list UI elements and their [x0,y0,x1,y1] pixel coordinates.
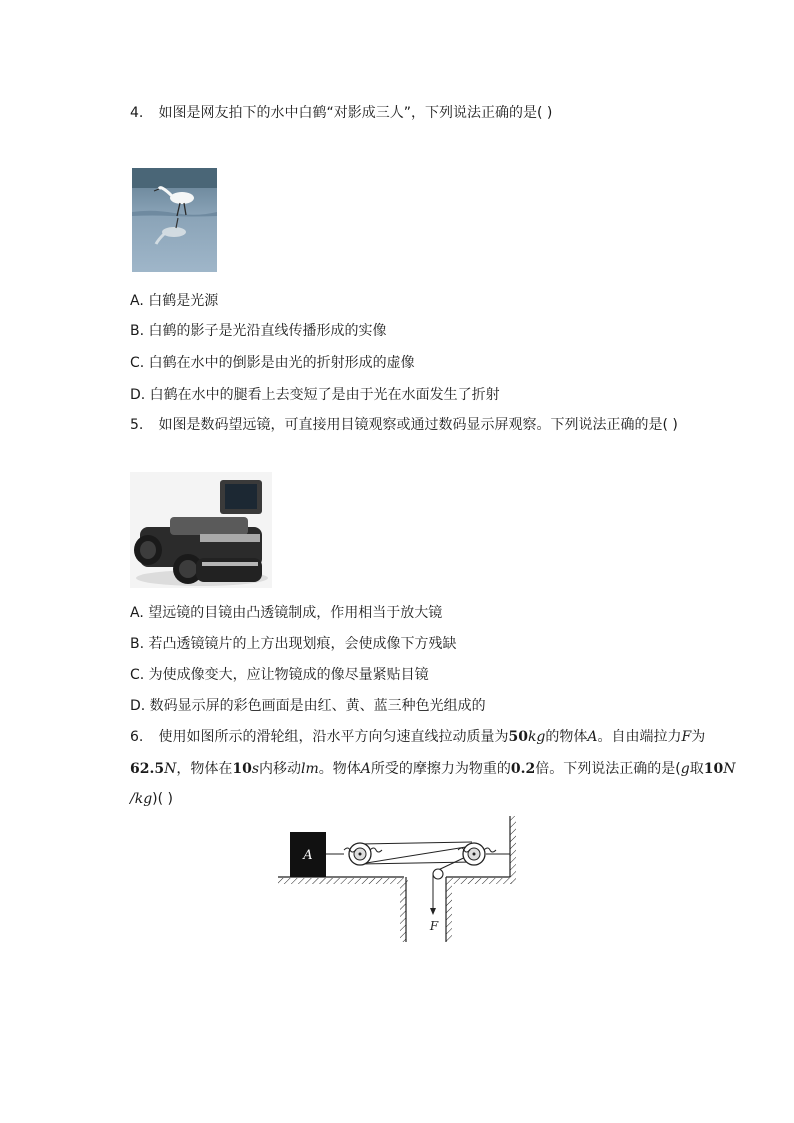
q4-option-b: B. 白鹤的影子是光沿直线传播形成的实像 [130,323,387,339]
q6-text: 内移动 [259,761,302,777]
q4-number: 4. [130,105,144,121]
q6-text: 。物体 [318,761,361,777]
q6-answer-bracket: )( ) [152,791,174,807]
q5-number: 5. [130,417,144,433]
q6-object-symbol: A [360,761,371,777]
q6-text: 的物体 [545,729,588,745]
q6-force-symbol: F [681,729,692,745]
q6-text: ，物体在 [176,761,233,777]
q6-stem-line-2 [130,760,735,778]
q6-text: 为 [691,729,706,745]
q6-mass: 50 [508,729,528,745]
q6-text: 倍。下列说法正确的是( [535,761,681,777]
digital-telescope-photo [130,472,272,588]
q5-option-c: C. 为使成像变大，应让物镜成的像尽量紧贴目镜 [130,667,429,683]
q6-g-unit: N [723,761,736,777]
q6-text: 所受的摩擦力为物重的 [370,761,511,777]
q6-stem-line-3 [130,790,173,808]
q4-stem: 如图是网友拍下的水中白鹤“对影成三人”，下列说法正确的是( ) [158,105,553,121]
q6-text: 取 [689,761,704,777]
q4-option-c: C. 白鹤在水中的倒影是由光的折射形成的虚像 [130,355,415,371]
q5-stem-line [130,416,678,434]
egret-photo [132,168,217,272]
q5-option-a: A. 望远镜的目镜由凸透镜制成，作用相当于放大镜 [130,605,443,621]
q6-g-symbol: g [680,761,690,777]
q6-stem-line-1 [130,728,705,746]
q5-option-b: B. 若凸透镜镜片的上方出现划痕，会使成像下方残缺 [130,636,457,652]
q6-g-unit-rest: /kg [130,791,153,807]
q6-force-value: 62.5 [130,761,165,777]
q4-option-d: D. 白鹤在水中的腿看上去变短了是由于光在水面发生了折射 [130,387,500,403]
diagram-block-label: A [303,848,313,863]
q6-time-value: 10 [232,761,252,777]
q6-mass-unit: kg [527,729,546,745]
q6-force-unit: N [164,761,177,777]
q6-object-symbol: A [587,729,598,745]
q5-stem: 如图是数码望远镜，可直接用目镜观察或通过数码显示屏观察。下列说法正确的是( ) [158,417,678,433]
q6-ratio: 0.2 [510,761,536,777]
q6-text: 。自由端拉力 [597,729,682,745]
q5-option-d: D. 数码显示屏的彩色画面是由红、黄、蓝三种色光组成的 [130,698,486,714]
q4-stem-line [130,104,552,122]
diagram-force-label: F [429,919,439,933]
pulley-system-diagram [276,814,516,946]
q4-option-a: A. 白鹤是光源 [130,293,219,309]
q6-g-value: 10 [703,761,724,777]
q6-number: 6. [130,729,144,745]
q6-time-unit: s [251,761,260,777]
q6-distance: lm [301,761,319,777]
q6-text: 使用如图所示的滑轮组，沿水平方向匀速直线拉动质量为 [158,729,509,745]
